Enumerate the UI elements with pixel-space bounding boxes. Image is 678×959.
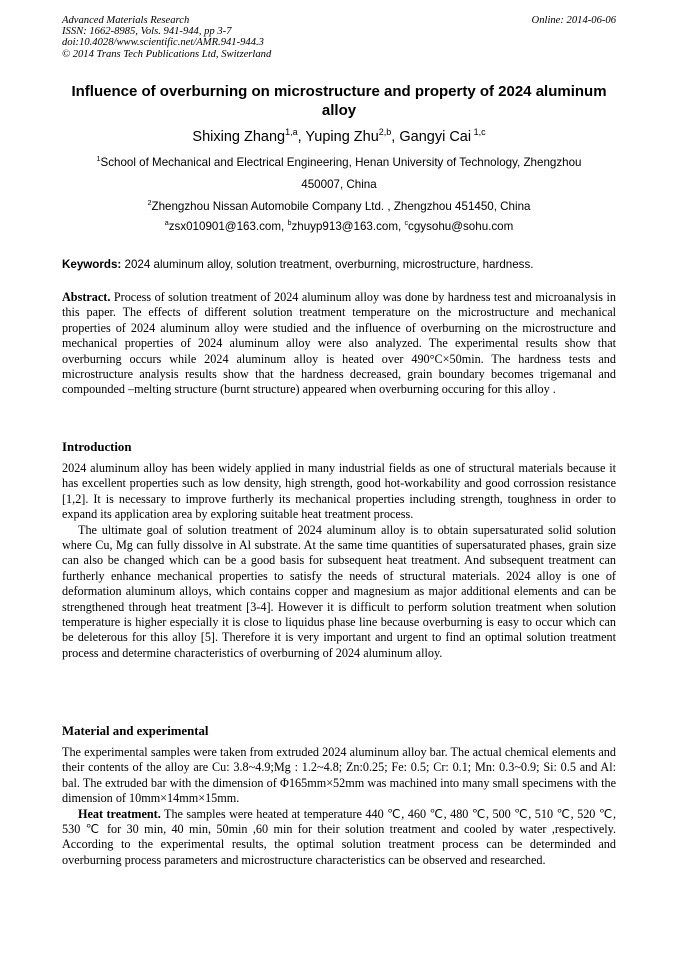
email-mark: c [404, 218, 409, 228]
affiliation-1 [62, 152, 616, 196]
affiliation-mark: 1 [96, 154, 101, 164]
keywords [62, 257, 616, 273]
email-list [62, 219, 616, 235]
keywords-label: Keywords: [62, 258, 122, 271]
abstract-text: Process of solution treatment of 2024 aluminum alloy was done by hardness test and microanalysis in this paper. The effects of different solution treatment temperature on the microstructure and mechanical properties of 2024 aluminum alloy were studied and the influence of overburning on the microstructure and mechanical properties of 2024 aluminum alloy were also analyzed. The experimental results show that overburning occurs while 2024 aluminum alloy is heated over 490°C×50min. The hardness tests and microstructure analysis results show that the hardness decreased, grain boundary becomes trigemanal and compounded –melting structure (burnt structure) appeared when overburning occuring for this alloy . [62, 290, 616, 397]
journal-name: Advanced Materials Research [62, 15, 190, 26]
paragraph: 2024 aluminum alloy has been widely applied in many industrial fields as one of structural materials because it has excellent properties such as low density, high strength, good hot-workability and good corrossion resistance [1,2]. It is necessary to improve furtherly its mechanical properties including strength, toughness in order to expand its application area by exploring suitable heat treatment process. [62, 461, 616, 522]
author-mark: 1,a [285, 127, 298, 138]
paper-title: Influence of overburning on microstructure and property of 2024 aluminum alloy [71, 83, 607, 119]
affiliation-text: Zhengzhou Nissan Automobile Company Ltd. , Zhengzhou 451450, China [151, 200, 531, 213]
abstract [62, 290, 616, 398]
email-address[interactable]: zhuyp913@163.com, [291, 220, 405, 233]
introduction-body [62, 461, 616, 661]
journal-copyright: © 2014 Trans Tech Publications Ltd, Switzerland [62, 48, 272, 60]
journal-issn: ISSN: 1662-8985, Vols. 941-944, pp 3-7 [62, 26, 232, 38]
material-body [62, 745, 616, 868]
affiliation-text: 450007, China [301, 178, 377, 191]
paragraph: The ultimate goal of solution treatment of 2024 aluminum alloy is to obtain supersaturated solid solution where Cu, Mg can fully dissolve in Al substrate. At the same time quantities of supersaturated phases, grain size can also be changed which can be a good basis for subsequent heat treatment. And subsequent treatment can furtherly enhance mechanical properties to satisfy the needs of structural materials. 2024 alloy is one of deformation aluminum alloys, which contains copper and magnesium as major additional elements and can be strengthened through heat treatment [3-4]. However it is difficult to perform solution treatment when solution temperature is higher especially it is close to liquidus phase line because overburning is easy to occur which can be deleterous for this alloy [5]. Therefore it is very important and urgent to find an optimal solution treatment process and determine characteristics of overburning of 2024 aluminum alloy. [62, 522, 616, 660]
paragraph: The samples were heated at temperature 440 ℃, 460 ℃, 480 ℃, 500 ℃, 510 ℃, 520 ℃, 530 ℃ for 30 min, 40 min, 50min ,60 min for their solution treatment and cooled by water ,respectively. According to the experimental results, the optimal solution treatment process can be determinded and overburning process parameters and microstructure characteristics can be observed and researched. [62, 806, 617, 867]
author-separator: , [391, 129, 400, 145]
online-date: Online: 2014-06-06 [531, 15, 616, 26]
keywords-text: 2024 aluminum alloy, solution treatment, overburning, microstructure, hardness. [121, 258, 534, 271]
affiliation-mark: 2 [147, 198, 152, 208]
email-address[interactable]: zsx010901@163.com, [168, 220, 288, 233]
section-heading-material: Material and experimental [62, 724, 209, 738]
author-separator: , [297, 129, 306, 145]
author-name: Yuping Zhu [305, 129, 379, 145]
email-mark: b [287, 218, 292, 228]
email-mark: a [164, 218, 169, 228]
author-mark: 1,c [471, 127, 486, 138]
author-list [62, 127, 616, 147]
author-name: Shixing Zhang [192, 129, 286, 145]
journal-doi: doi:10.4028/www.scientific.net/AMR.941-944.3 [62, 37, 264, 49]
paragraph: The experimental samples were taken from extruded 2024 aluminum alloy bar. The actual chemical elements and their contents of the alloy are Cu: 3.8~4.9;Mg : 1.2~4.8; Zn:0.25; Fe: 0.5; Cr: 0.1; Mn: 0.3~0.9; Si: 0.5 and Al: bal. The extruded bar with the dimension of Φ165mm×52mm was machined into many small specimens with the dimension of 10mm×14mm×15mm. [62, 745, 616, 806]
section-heading-introduction: Introduction [62, 440, 132, 454]
journal-header [62, 15, 616, 60]
abstract-label: Abstract. [62, 290, 111, 304]
email-address[interactable]: cgysohu@sohu.com [408, 220, 514, 233]
author-name: Gangyi Cai [399, 129, 472, 145]
author-mark: 2,b [378, 127, 392, 138]
subsection-label: Heat treatment. [78, 806, 161, 821]
affiliation-text: School of Mechanical and Electrical Engineering, Henan University of Technology, Zhengzhou [100, 156, 582, 169]
affiliation-2 [62, 196, 616, 218]
